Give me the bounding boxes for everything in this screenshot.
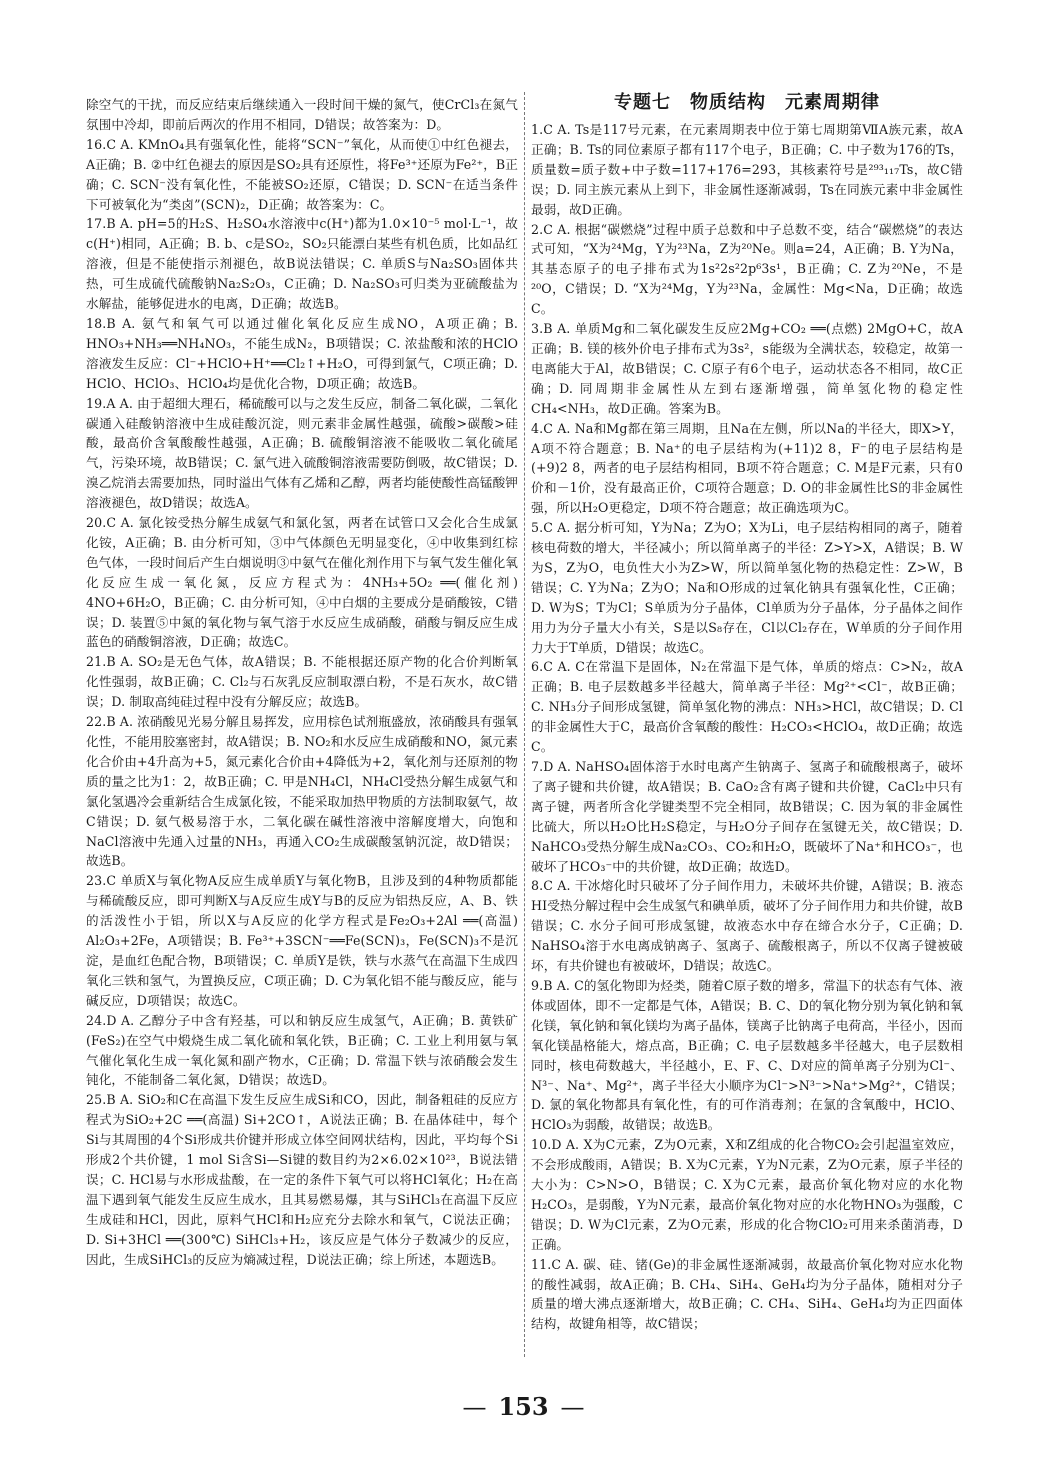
answer-paragraph: 10.D A. X为C元素，Z为O元素，X和Z组成的化合物CO₂会引起温室效应，不会形成酸雨，A错误；B. X为C元素，Y为N元素，Z为O元素，原子半径的大小为：C>N>O，B错误；C. X为C元素，最高价氧化物对应的水化物H₂CO₃，是弱酸，Y为N元素，最高价氧化物对应的水化物HNO₃为强酸，C错误；D. W为Cl元素，Z为O元素，形成的化合物ClO₂可用来杀菌消毒，D正确。	[531, 1137, 963, 1252]
answer-paragraph: 2.C A. 根据“碳燃烧”过程中质子总数和中子总数不变，结合“碳燃烧”的表达式可知，“X为²⁴Mg，Y为²³Na，Z为²⁰Ne。则a=24，A正确；B. Y为Na，其基态原子的电子排布式为1s²2s²2p⁶3s¹，B正确；C. Z为²⁰Ne，不是²⁰O，C错误；D. “X为²⁴Mg，Y为²³Na，金属性：Mg<Na，D正确；故选C。	[531, 221, 963, 317]
answer-paragraph: 11.C A. 碳、硅、锗(Ge)的非金属性逐渐减弱，故最高价氧化物对应水化物的酸性减弱，故A正确；B. CH₄、SiH₄、GeH₄均为分子晶体，随相对分子质量的增大沸点逐渐增大，故B正确；C. CH₄、SiH₄、GeH₄均为正四面体结构，故键角相等，故C错误；	[531, 1256, 963, 1332]
answer-paragraph: 1.C A. Ts是117号元素，在元素周期表中位于第七周期第ⅦA族元素，故A正确；B. Ts的同位素原子都有117个电子，B正确；C. 中子数为176的Ts，质量数=质子数+中子数=117+176=293，其核素符号是²⁹³₁₁₇Ts，故C错误；D. 同主族元素从上到下，非金属性逐渐减弱，Ts在同族元素中非金属性最弱，故D正确。	[531, 122, 963, 217]
answer-paragraph: 17.B A. pH=5的H₂S、H₂SO₄水溶液中c(H⁺)都为1.0×10⁻⁵ mol·L⁻¹，故c(H⁺)相同，A正确；B. b、c是SO₂，SO₂只能漂白某些有机色质，比如品红溶液，但是不能使指示剂褪色，故B说法错误；C. 单质S与Na₂SO₃固体共热，可生成硫代硫酸钠Na₂S₂O₃，C正确；D. Na₂SO₃可归类为亚硫酸盐为水解盐，能够促进水的电离，D正确；故选B。	[86, 216, 518, 312]
answer-paragraph: 18.B A. 氨气和氧气可以通过催化氧化反应生成NO，A项正确；B. HNO₃+NH₃══NH₄NO₃，不能生成N₂，B项错误；C. 浓盐酸和浓的HClO溶液发生反应：Cl⁻+HClO+H⁺══Cl₂↑+H₂O，可得到氯气，C项正确；D. HClO、HClO₃、HClO₄均是优化合物，D项正确；故选B。	[86, 315, 518, 391]
answer-paragraph: 20.C A. 氯化铵受热分解生成氨气和氯化氢，两者在试管口又会化合生成氯化铵，A正确；B. 由分析可知，③中气体颜色无明显变化，④中收集到红棕色气体，一段时间后产生白烟说明③中氨气在催化剂作用下与氧气发生催化氧化反应生成一氧化氮，反应方程式为：4NH₃+5O₂ ══(催化剂) 4NO+6H₂O，B正确；C. 由分析可知，④中白烟的主要成分是硝酸铵，C错误；D. 装置⑤中氮的氧化物与氧气溶于水反应生成硝酸，硝酸与铜反应生成蓝色的硝酸铜溶液，D正确；故选C。	[86, 515, 518, 650]
column-divider	[524, 92, 525, 1357]
answer-paragraph: 21.B A. SO₂是无色气体，故A错误；B. 不能根据还原产物的化合价判断氧化性强弱，故B正确；C. Cl₂与石灰乳反应制取漂白粉，不是石灰水，故C错误；D. 制取高纯硅过程中没有分解反应；故选B。	[86, 654, 518, 710]
answer-paragraph: 25.B A. SiO₂和C在高温下发生反应生成Si和CO，因此，制备粗硅的反应方程式为SiO₂+2C ══(高温) Si+2CO↑，A说法正确；B. 在晶体硅中，每个Si与其周围的4个Si形成共价键并形成立体空间网状结构，因此，平均每个Si形成2个共价键，1 mol Si含Si—Si键的数目约为2×6.02×10²³，B说法错误；C. HCl易与水形成盐酸，在一定的条件下氧气可以将HCl氧化；H₂在高温下遇到氧气能发生反应生成水，且其易燃易爆，其与SiHCl₃在高温下反应生成硅和HCl，因此，原料气HCl和H₂应充分去除水和氧气，C说法正确；D. Si+3HCl ══(300℃) SiHCl₃+H₂，该反应是气体分子数减少的反应，因此，生成SiHCl₃的反应为熵减过程，D说法正确；综上所述，本题选B。	[86, 1092, 518, 1267]
answer-paragraph: 24.D A. 乙醇分子中含有羟基，可以和钠反应生成氢气，A正确；B. 黄铁矿(FeS₂)在空气中煅烧生成二氧化硫和氧化铁，B正确；C. 工业上利用氨与氧气催化氧化生成一氧化氮和副产物水，C正确；D. 常温下铁与浓硝酸会发生钝化，不能制备二氧化氮，D错误；故选D。	[86, 1012, 518, 1088]
footer-dash-left: —	[462, 1393, 487, 1421]
answer-paragraph: 5.C A. 据分析可知，Y为Na；Z为O；X为Li，电子层结构相同的离子，随着核电荷数的增大，半径减小；所以简单离子的半径：Z>Y>X，A错误；B. W为S，Z为O，电负性大小为Z>W，所以简单氢化物的热稳定性：Z>W，B错误；C. Y为Na；Z为O；Na和O形成的过氧化钠具有强氧化性，C正确；D. W为S；T为Cl；S单质为分子晶体，Cl单质为分子晶体，分子晶体之间作用力为分子量大小有关，S是以S₈存在，Cl以Cl₂存在，W单质的分子间作用力大于T单质，D错误；故选C。	[531, 520, 963, 655]
answer-paragraph: 19.A A. 由于超细大理石，稀硫酸可以与之发生反应，制备二氧化碳，二氧化碳通入硅酸钠溶液中生成硅酸沉淀，则元素非金属性越强，硫酸>碳酸>硅酸，最高价含氧酸酸性越强，A正确；B. 硫酸铜溶液不能吸收二氧化硫尾气，污染环境，故B错误；C. 氯气进入硫酸铜溶液需要防倒吸，故C错误；D. 溴乙烷消去需要加热，同时溢出气体有乙烯和乙醇，两者均能使酸性高锰酸钾溶液褪色，故D错误；故选A。	[86, 395, 518, 511]
page-footer	[0, 1392, 1047, 1421]
answer-paragraph: 16.C A. KMnO₄具有强氧化性，能将“SCN⁻”氧化，从而使①中红色褪去，A正确；B. ②中红色褪去的原因是SO₂具有还原性，将Fe³⁺还原为Fe²⁺，B正确；C. SCN⁻没有氧化性，不能被SO₂还原，C错误；D. SCN⁻在适当条件下可被氧化为“类卤”(SCN)₂，D正确；故答案为：C。	[86, 136, 518, 212]
answer-paragraph: 6.C A. C在常温下是固体，N₂在常温下是气体，单质的熔点：C>N₂，故A正确；B. 电子层数越多半径越大，简单离子半径：Mg²⁺<Cl⁻，故B正确；C. NH₃分子间形成氢键，简单氢化物的沸点：NH₃>HCl，故C错误；D. Cl的非金属性大于C，最高价含氧酸的酸性：H₂CO₃<HClO₄，故D正确；故选C。	[531, 659, 964, 755]
answer-paragraph: 7.D A. NaHSO₄固体溶于水时电离产生钠离子、氢离子和硫酸根离子，破坏了离子键和共价键，故A错误；B. CaO₂含有离子键和共价键，CaCl₂中只有离子键，两者所含化学键类型不完全相同，故B错误；C. 因为氧的非金属性比硫大，所以H₂O比H₂S稳定，与H₂O分子间存在氢键无关，故C错误；D. NaHCO₃受热分解生成Na₂CO₃、CO₂和H₂O，既破坏了Na⁺和HCO₃⁻，也破坏了HCO₃⁻中的共价键，故D正确；故选D。	[531, 759, 963, 874]
answer-paragraph: 4.C A. Na和Mg都在第三周期，且Na在左侧，所以Na的半径大，即X>Y，A项不符合题意；B. Na⁺的电子层结构为(+11)2 8，F⁻的电子层结构是(+9)2 8，两者的电子层结构相同，B项不符合题意；C. M是F元素，只有0价和－1价，没有最高正价，C项符合题意；D. O的非金属性比S的非金属性强，所以H₂O更稳定，D项不符合题意；故正确选项为C。	[531, 420, 963, 516]
footer-dash-right: —	[560, 1393, 585, 1421]
left-column	[86, 95, 518, 1269]
answer-paragraph: 除空气的干扰，而反应结束后继续通入一段时间干燥的氮气，使CrCl₃在氮气氛围中冷却，即前后两次的作用不相同，D错误；故答案为：D。	[86, 97, 518, 132]
right-column	[531, 90, 963, 1334]
page-number: 153	[498, 1392, 549, 1421]
answer-paragraph: 9.B A. C的氢化物即为烃类，随着C原子数的增多，常温下的状态有气体、液体或固体，即不一定都是气体，A错误；B. C、D的氧化物分别为氧化钠和氧化镁，氧化钠和氧化镁均为离子晶体，镁离子比钠离子电荷高，半径小，因而氧化镁晶格能大，熔点高，B正确；C. 电子层数越多半径越大，电子层数相同时，核电荷数越大，半径越小，E、F、C、D对应的简单离子分别为Cl⁻、N³⁻、Na⁺、Mg²⁺，离子半径大小顺序为Cl⁻>N³⁻>Na⁺>Mg²⁺，C错误；D. 氯的氧化物都具有氧化性，有的可作消毒剂；在氯的含氧酸中，HClO、HClO₃为弱酸，故错误；故选B。	[531, 977, 963, 1133]
answer-paragraph: 22.B A. 浓硝酸见光易分解且易挥发，应用棕色试剂瓶盛放，浓硝酸具有强氧化性，不能用胶塞密封，故A错误；B. NO₂和水反应生成硝酸和NO，氮元素化合价由+4升高为+5，氮元素化合价由+4降低为+2，氧化剂与还原剂的物质的量之比为1：2，故B正确；C. 甲是NH₄Cl，NH₄Cl受热分解生成氨气和氯化氢遇冷会重新结合生成氯化铵，不能采取加热甲物质的方法制取氨气，故C错误；D. 氨气极易溶于水，二氧化碳在碱性溶液中溶解度增大，向饱和NaCl溶液中先通入过量的NH₃，再通入CO₂生成碳酸氢钠沉淀，故D错误；故选B。	[86, 714, 518, 869]
answer-paragraph: 3.B A. 单质Mg和二氧化碳发生反应2Mg+CO₂ ══(点燃) 2MgO+C，故A正确；B. 镁的核外价电子排布式为3s²，s能级为全满状态，较稳定，故第一电离能大于Al，故B错误；C. C原子有6个电子，运动状态各不相同，故C正确；D. 同周期非金属性从左到右逐渐增强，简单氢化物的稳定性CH₄<NH₃，故D正确。答案为B。	[531, 321, 963, 416]
answer-paragraph: 23.C 单质X与氧化物A反应生成单质Y与氧化物B，且涉及到的4种物质都能与稀硫酸反应，即可判断X与A反应生成Y与B的反应为铝热反应，A、B、铁的活泼性小于铝，所以X与A反应的化学方程式是Fe₂O₃+2Al ══(高温) Al₂O₃+2Fe，A项错误；B. Fe³⁺+3SCN⁻══Fe(SCN)₃，Fe(SCN)₃不是沉淀，是血红色配合物，B项错误；C. 单质Y是铁，铁与水蒸气在高温下生成四氧化三铁和氢气，为置换反应，C项正确；D. C为氧化铝不能与酸反应，能与碱反应，D项错误；故选C。	[86, 873, 518, 1008]
section-title: 专题七 物质结构 元素周期律	[614, 92, 880, 113]
answer-paragraph: 8.C A. 干冰熔化时只破坏了分子间作用力，未破坏共价键，A错误；B. 液态HI受热分解过程中会生成氢气和碘单质，破坏了分子间作用力和共价键，故B错误；C. 水分子间可形成氢键，故液态水中存在缔合水分子，C正确；D. NaHSO₄溶于水电离成钠离子、氢离子、硫酸根离子，所以不仅离子键被破坏，有共价键也有被破坏，D错误；故选C。	[531, 878, 963, 974]
